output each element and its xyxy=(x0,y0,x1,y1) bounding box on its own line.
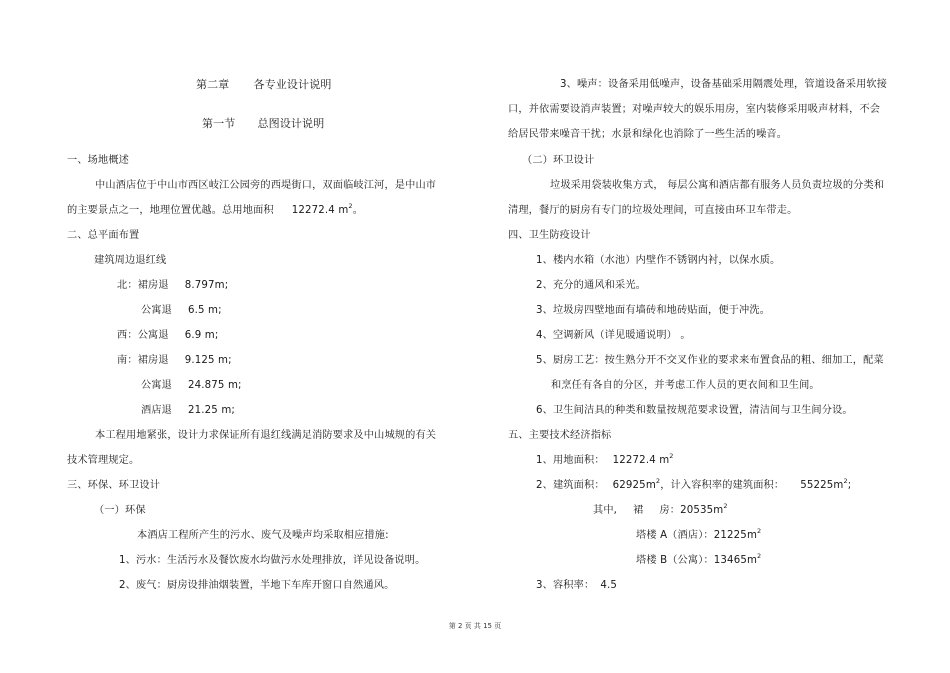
tech-label: 塔楼 B（公寓）： xyxy=(636,555,714,566)
site-paragraph-line1: 中山酒店位于中山市西区岐江公园旁的西堤街口，双面临岐江河，是中山市 xyxy=(95,180,437,191)
setback-row xyxy=(117,279,228,293)
superscript: 2 xyxy=(655,477,661,485)
setback-value: 8.797m; xyxy=(184,280,229,291)
setback-row xyxy=(141,404,235,418)
tech-value: 62925m xyxy=(612,480,656,491)
tech-tower-a xyxy=(636,529,761,543)
tech-label: 1、用地面积： xyxy=(536,455,605,466)
hygiene-item: 3、垃圾房四壁地面有墙砖和地砖贴面，便于冲洗。 xyxy=(536,305,771,316)
chapter-number: 第二章 xyxy=(196,78,230,91)
tech-label: 2、建筑面积： xyxy=(536,480,605,491)
section-number: 第一节 xyxy=(202,117,236,130)
setback-row xyxy=(117,329,218,343)
site-paragraph-line2 xyxy=(67,204,363,218)
heading-layout: 二、总平面布置 xyxy=(67,230,140,241)
tech-value: 20535m xyxy=(680,505,724,516)
hygiene-item: 和烹任有各自的分区，并考虑工作人员的更衣间和卫生间。 xyxy=(551,380,820,391)
hygiene-item: 1、楼内水箱（水池）内壁作不锈钢内衬，以保水质。 xyxy=(536,255,781,266)
heading-tech-indicators: 五、主要技术经济指标 xyxy=(508,430,612,441)
site-area-value: 12272.4 m xyxy=(291,205,349,216)
hygiene-item: 6、卫生间洁具的种类和数量按规范要求设置，清洁间与卫生间分设。 xyxy=(536,405,853,416)
section-name: 总图设计说明 xyxy=(257,117,325,130)
tech-land-area xyxy=(536,454,674,468)
setback-label: 酒店退 xyxy=(141,405,173,416)
tech-built-area xyxy=(536,479,851,493)
punctuation: 。 xyxy=(352,205,364,216)
setback-label: 裙房退 xyxy=(137,280,169,291)
tech-value: 4.5 xyxy=(600,580,617,591)
superscript: 2 xyxy=(669,452,674,460)
tech-label: 塔楼 A（酒店）： xyxy=(636,530,714,541)
setback-value: 6.9 m; xyxy=(184,330,219,341)
setback-value: 21.25 m; xyxy=(188,405,235,416)
noise-line2: 口，并依需要设消声装置；对噪声较大的娱乐用房，室内装修采用吸声材料，不会 xyxy=(508,104,881,115)
site-area-label: 的主要景点之一，地理位置优越。总用地面积 xyxy=(67,205,274,216)
layout-paragraph-line2: 技术管理规定。 xyxy=(67,455,140,466)
hygiene-item: 5、厨房工艺：按生熟分开不交叉作业的要求来布置食品的粗、细加工，配菜 xyxy=(536,355,884,366)
env-item-sewage: 1、污水：生活污水及餐饮废水均做污水处理排放，详见设备说明。 xyxy=(119,555,426,566)
setback-value: 9.125 m; xyxy=(184,355,232,366)
setback-subheading: 建筑周边退红线 xyxy=(94,255,167,266)
tech-label: 裙 xyxy=(633,505,644,516)
setback-row xyxy=(117,354,232,368)
sanitation-line2: 清理，餐厅的厨房有专门的垃圾处理间，可直接由环卫车带走。 xyxy=(508,205,798,216)
setback-label: 公寓退 xyxy=(141,380,173,391)
tech-label: 3、容积率： xyxy=(536,580,595,591)
noise-line3: 给居民带来噪音干扰；水景和绿化也消除了一些生活的噪音。 xyxy=(508,129,788,140)
superscript: 2 xyxy=(757,527,762,535)
setback-value: 24.875 m; xyxy=(188,380,242,391)
chapter-title xyxy=(196,78,332,92)
tech-value: 13465m xyxy=(713,555,758,566)
punctuation: ; xyxy=(847,480,852,491)
heading-environment: 三、环保、环卫设计 xyxy=(67,480,161,491)
env-intro: 本酒店工程所产生的污水、废气及噪声均采取相应措施: xyxy=(137,530,389,541)
superscript: 2 xyxy=(757,552,762,560)
tech-value: 55225m xyxy=(800,480,844,491)
layout-paragraph-line1: 本工程用地紧张，设计力求保证所有退红线满足消防要求及中山城规的有关 xyxy=(95,430,437,441)
tech-podium xyxy=(593,504,728,518)
setback-direction: 西： xyxy=(117,330,138,341)
section-title xyxy=(202,117,324,131)
tech-far xyxy=(536,579,617,593)
superscript: 2 xyxy=(348,202,353,210)
setback-value: 6.5 m; xyxy=(188,305,222,316)
setback-direction: 北： xyxy=(117,280,138,291)
sanitation-line1: 垃圾采用袋装收集方式， 每层公寓和酒店都有服务人员负责垃圾的分类和 xyxy=(550,180,885,191)
setback-label: 公寓退 xyxy=(137,330,169,341)
subheading-sanitation: （二）环卫设计 xyxy=(522,155,595,166)
hygiene-item: 2、充分的通风和采光。 xyxy=(536,280,647,291)
tech-value: 12272.4 m xyxy=(612,455,670,466)
tech-label: 其中, xyxy=(593,505,618,516)
setback-row xyxy=(141,304,222,318)
superscript: 2 xyxy=(843,477,848,485)
setback-label: 裙房退 xyxy=(137,355,169,366)
tech-label: ，计入容积率的建筑面积： xyxy=(660,480,785,491)
tech-label: 房： xyxy=(659,505,681,516)
tech-tower-b xyxy=(636,554,761,568)
superscript: 2 xyxy=(723,502,728,510)
setback-label: 公寓退 xyxy=(141,305,173,316)
page-footer: 第 2 页 共 15 页 xyxy=(448,622,502,630)
chapter-name: 各专业设计说明 xyxy=(253,78,332,91)
hygiene-item: 4、空调新风（详见暖通说明） 。 xyxy=(536,330,691,341)
setback-row xyxy=(141,379,242,393)
subheading-env-protection: （一）环保 xyxy=(94,505,146,516)
tech-value: 21225m xyxy=(713,530,758,541)
heading-hygiene: 四、卫生防疫设计 xyxy=(508,230,591,241)
env-item-exhaust: 2、废气：厨房设排油烟装置，半地下车库开窗口自然通风。 xyxy=(119,580,395,591)
heading-site: 一、场地概述 xyxy=(67,155,130,166)
setback-direction: 南： xyxy=(117,355,138,366)
noise-line1: 3、噪声：设备采用低噪声，设备基础采用隔震处理，管道设备采用软接 xyxy=(560,79,888,90)
